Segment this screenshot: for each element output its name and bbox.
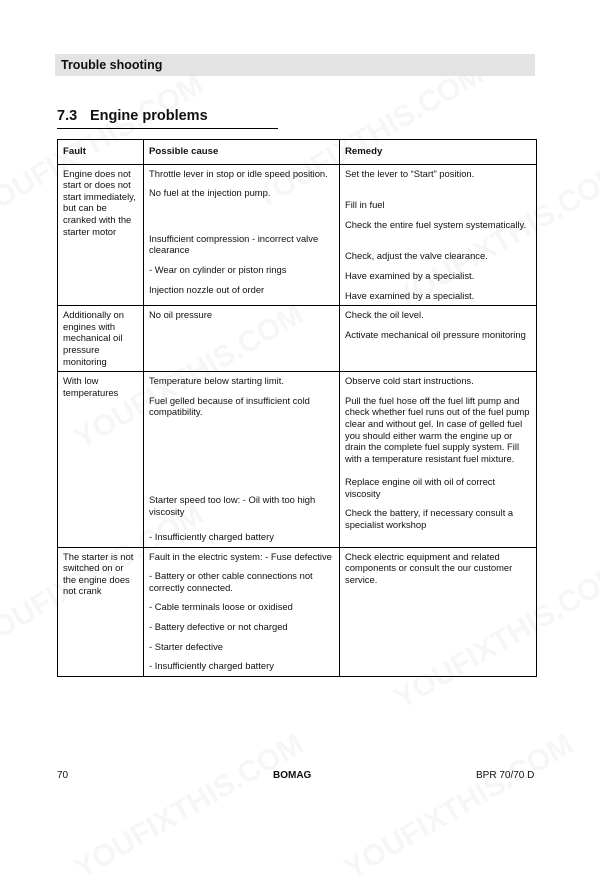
remedy-cell (340, 306, 537, 372)
cause-item: Injection nozzle out of order (149, 283, 265, 295)
cause-cell (144, 306, 340, 372)
cause-item: - Wear on cylinder or piston rings (149, 263, 287, 275)
cause-item: - Battery or other cable connections not correctly connected. (149, 570, 313, 593)
cause-item: Temperature below starting limit. (149, 375, 284, 387)
remedy-cell (340, 372, 537, 548)
section-number: 7.3 (57, 108, 78, 124)
brand-name: BOMAG (273, 770, 312, 781)
header-title: Trouble shooting (61, 58, 163, 72)
watermark (69, 728, 310, 886)
fault-cell: Engine does not start or does not start immediately, but can be cranked with the starter motor (58, 164, 144, 306)
cause-item: - Insufficiently charged battery (149, 531, 274, 543)
cause-item: Starter speed too low: - Oil with too high viscosity (149, 493, 316, 517)
fault-cell: Additionally on engines with mechanical oil pressure monitoring (58, 306, 144, 372)
fault-cell: With low temperatures (58, 372, 144, 548)
engine-problems-table (57, 139, 537, 677)
remedy-item: Pull the fuel hose off the fuel lift pump and check whether fuel runs out of the fuel pump clear and without gel. In case of gelled fuel you should either warm the engine up or drain the complete fuel supply system. Fill with a temperature resistant fuel mixture. (345, 394, 530, 464)
cause-item: Fault in the electric system: - Fuse defective (149, 550, 332, 562)
remedy-cell (340, 547, 537, 676)
remedy-item: Check the oil level. (345, 309, 424, 321)
remedy-item: Have examined by a specialist. (345, 289, 475, 301)
remedy-item: Replace engine oil with oil of correct viscosity (345, 476, 496, 499)
header-bar (55, 54, 535, 76)
section-heading (57, 108, 278, 129)
cause-item: No fuel at the injection pump. (149, 187, 271, 199)
cause-item: Throttle lever in stop or idle speed position. (149, 167, 328, 179)
remedy-item: Set the lever to “Start” position. (345, 167, 475, 179)
table-row (58, 372, 537, 548)
remedy-item: Check the battery, if necessary consult a specialist workshop (345, 507, 514, 531)
column-header-remedy: Remedy (340, 140, 537, 165)
remedy-cell (340, 164, 537, 306)
column-header-fault: Fault (58, 140, 144, 165)
table-row (58, 306, 537, 372)
cause-cell (144, 372, 340, 548)
cause-item: No oil pressure (149, 309, 213, 321)
cause-cell (144, 164, 340, 306)
cause-item: - Insufficiently charged battery (149, 660, 274, 672)
cause-item: - Starter defective (149, 640, 223, 652)
remedy-item: Check, adjust the valve clearance. (345, 250, 488, 262)
remedy-item: Check electric equipment and related components or consult the our customer service. (345, 550, 513, 585)
cause-item: Fuel gelled because of insufficient cold compatibility. (149, 394, 310, 418)
remedy-item: Observe cold start instructions. (345, 375, 474, 387)
table-header-row (58, 140, 537, 165)
cause-item: Insufficient compression - incorrect valve clearance (149, 232, 319, 256)
table-row (58, 547, 537, 676)
remedy-item: Activate mechanical oil pressure monitoring (345, 328, 526, 340)
column-header-cause: Possible cause (144, 140, 340, 165)
cause-item: - Cable terminals loose or oxidised (149, 601, 293, 613)
remedy-item: Fill in fuel (345, 199, 385, 211)
page-number: 70 (57, 770, 69, 781)
cause-item: - Battery defective or not charged (149, 621, 288, 633)
watermark (339, 728, 580, 886)
table-row (58, 164, 537, 306)
fault-cell: The starter is not switched on or the engine does not crank (58, 547, 144, 676)
model-name: BPR 70/70 D (476, 770, 535, 781)
remedy-item: Check the entire fuel system systematically. (345, 218, 527, 230)
section-title: Engine problems (90, 108, 208, 124)
remedy-item: Have examined by a specialist. (345, 269, 475, 281)
cause-cell (144, 547, 340, 676)
